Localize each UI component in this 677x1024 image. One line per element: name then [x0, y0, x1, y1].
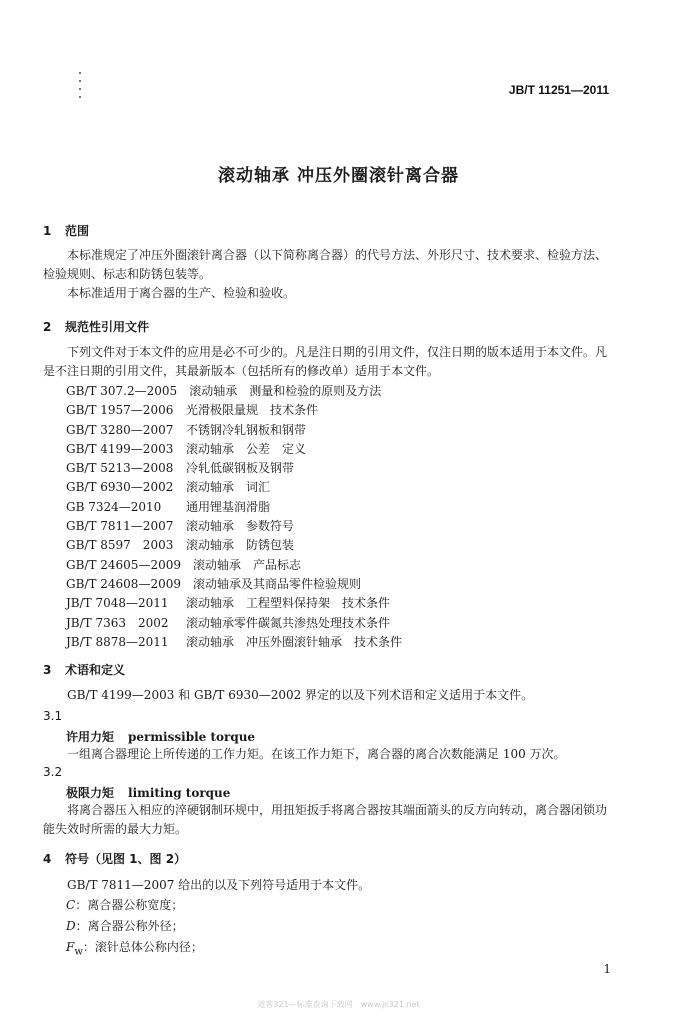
reference-code: GB/T 3280—2007	[66, 422, 174, 437]
section-1-body	[43, 246, 611, 303]
section-title: 符号（见图 1、图 2）	[65, 852, 187, 866]
section-number: 4	[43, 852, 52, 866]
reference-code: GB/T 307.2—2005	[66, 384, 178, 398]
reference-title: 滚动轴承 参数符号	[186, 519, 295, 534]
term-en: limiting torque	[128, 786, 231, 800]
reference-code: JB/T 7363 2002	[66, 615, 169, 630]
symbol-item	[66, 916, 203, 937]
symbol: F	[66, 940, 75, 954]
section-2-intro	[43, 343, 611, 381]
paragraph: 本标准适用于离合器的生产、检验和验收。	[67, 286, 296, 300]
term-heading	[66, 728, 255, 745]
term-cn: 极限力矩	[66, 786, 115, 800]
reference-item	[66, 594, 402, 613]
reference-code: GB/T 24608—2009	[66, 576, 181, 591]
section-3-heading	[43, 661, 125, 678]
reference-item	[66, 498, 402, 517]
section-title: 范围	[65, 224, 90, 238]
reference-title: 滚动轴承零件碳氮共渗热处理技术条件	[186, 615, 391, 630]
standard-code: JB/T 11251—2011	[508, 83, 609, 97]
reference-title: 滚动轴承 冲压外圈滚针轴承 技术条件	[186, 634, 403, 649]
reference-item	[66, 614, 402, 633]
watermark: 道客321—标准查询下载网 www.jc321.net	[257, 1000, 420, 1009]
reference-title: 滚动轴承 防锈包装	[186, 538, 295, 553]
reference-title: 滚动轴承 产品标志	[193, 557, 302, 572]
reference-list	[66, 382, 402, 652]
symbol-item	[66, 937, 203, 962]
reference-code: GB/T 1957—2006	[66, 403, 174, 418]
section-1-heading	[43, 222, 89, 239]
reference-code: GB/T 8597 2003	[66, 538, 174, 553]
reference-code: GB/T 6930—2002	[66, 480, 174, 495]
page-number: 1	[603, 962, 611, 976]
reference-title: 滚动轴承及其商品零件检验规则	[193, 576, 362, 591]
reference-title: 滚动轴承 词汇	[186, 480, 271, 495]
term-cn: 许用力矩	[66, 730, 115, 744]
reference-title: 通用锂基润滑脂	[186, 499, 271, 514]
reference-item	[66, 536, 402, 555]
symbol-subscript: w	[74, 946, 83, 958]
paragraph: 本标准规定了冲压外圈滚针离合器（以下简称离合器）的代号方法、外形尺寸、技术要求、检验方法、检验规则、标志和防锈包装等。	[43, 248, 608, 281]
term-definition	[43, 801, 611, 839]
document-title: 滚动轴承 冲压外圈滚针离合器	[218, 166, 459, 186]
paragraph: 将离合器压入相应的淬硬钢制环规中，用扭矩扳手将离合器按其端面箭头的反方向转动，离合器闭锁功能失效时所需的最大力矩。	[43, 803, 608, 836]
paragraph: 一组离合器理论上所传递的工作力矩。在该工作力矩下，离合器的离合次数能满足 100 万次。	[67, 747, 566, 761]
section-3-intro	[43, 686, 611, 705]
reference-item	[66, 575, 402, 594]
reference-code: GB/T 5213—2008	[66, 461, 174, 476]
reference-code: JB/T 8878—2011	[66, 634, 169, 649]
paragraph: GB/T 4199—2003 和 GB/T 6930—2002 界定的以及下列术语和定义适用于本文件。	[67, 688, 534, 702]
reference-title: 冷轧低碳钢板及钢带	[186, 461, 295, 476]
section-number: 2	[43, 320, 52, 334]
reference-item	[66, 421, 402, 440]
term-definition	[43, 745, 611, 764]
reference-code: JB/T 7048—2011	[66, 596, 169, 611]
reference-title: 滚动轴承 测量和检验的原则及方法	[189, 384, 382, 398]
reference-item	[66, 478, 402, 497]
reference-code: GB 7324—2010	[66, 499, 162, 514]
symbol: D	[66, 919, 76, 933]
section-2-heading	[43, 318, 149, 335]
reference-code: GB/T 24605—2009	[66, 557, 181, 572]
reference-item	[66, 517, 402, 536]
symbol-text: ：离合器公称外径；	[75, 919, 184, 933]
reference-title: 滚动轴承 工程塑料保持架 技术条件	[186, 596, 391, 611]
reference-title: 滚动轴承 公差 定义	[186, 441, 307, 456]
section-number: 1	[43, 224, 52, 238]
scan-artifact	[79, 72, 81, 102]
reference-item	[66, 556, 402, 575]
reference-item	[66, 633, 402, 652]
reference-title: 光滑极限量规 技术条件	[186, 403, 319, 418]
reference-item	[66, 382, 402, 401]
term-heading	[66, 784, 230, 801]
term-en: permissible torque	[128, 730, 256, 744]
reference-item	[66, 459, 402, 478]
section-4-heading	[43, 850, 186, 867]
reference-item	[66, 401, 402, 420]
reference-code: GB/T 4199—2003	[66, 441, 174, 456]
reference-code: GB/T 7811—2007	[66, 519, 174, 534]
section-number: 3	[43, 663, 52, 677]
symbol-item	[66, 895, 203, 916]
section-title: 术语和定义	[65, 663, 126, 677]
section-4-intro	[43, 876, 611, 895]
paragraph: GB/T 7811—2007 给出的以及下列符号适用于本文件。	[67, 878, 371, 892]
reference-title: 不锈钢冷轧钢板和钢带	[186, 422, 307, 437]
symbol-text: ：离合器公称宽度；	[75, 898, 184, 912]
section-title: 规范性引用文件	[65, 320, 150, 334]
symbol-text: ：滚针总体公称内径；	[82, 940, 203, 954]
symbol: C	[66, 898, 76, 912]
symbol-list	[66, 895, 203, 962]
reference-item	[66, 440, 402, 459]
term-number: 3.1	[43, 709, 63, 723]
paragraph: 下列文件对于本文件的应用是必不可少的。凡是注日期的引用文件，仅注日期的版本适用于本文件。凡是不注日期的引用文件，其最新版本（包括所有的修改单）适用于本文件。	[43, 345, 608, 378]
term-number: 3.2	[43, 765, 63, 779]
